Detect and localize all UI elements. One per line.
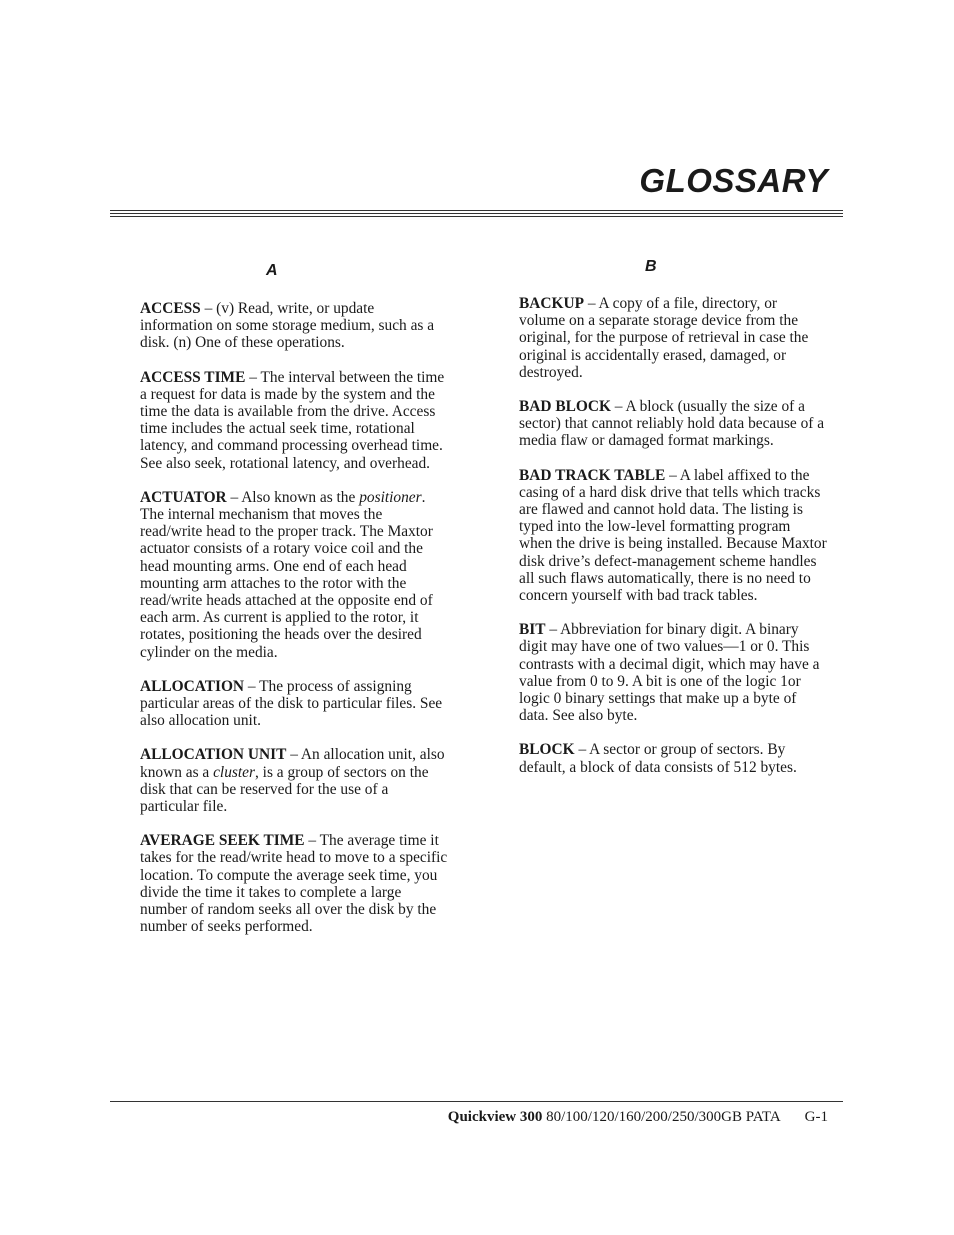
entry-definition-cont: , is a group of sectors on the disk that can be reserved for the use of a particular file. xyxy=(140,763,429,816)
entry-emphasis: positioner xyxy=(359,488,422,506)
glossary-entry-average-seek-time xyxy=(140,832,448,935)
entry-term: BIT xyxy=(519,621,546,639)
entry-term: BAD TRACK TABLE xyxy=(519,466,666,484)
glossary-entry-bad-track-table xyxy=(519,467,827,605)
entry-definition: – A block (usually the size of a sector) that cannot reliably hold data because of a media flaw or damaged format markings. xyxy=(519,398,825,450)
entry-definition: – Also known as the xyxy=(226,488,360,506)
section-a xyxy=(140,262,448,953)
glossary-entry-backup xyxy=(519,295,827,381)
entry-term: BLOCK xyxy=(519,741,575,759)
page-footer xyxy=(448,1109,828,1126)
entry-definition: – Abbreviation for binary digit. A binary digit may have one of two values—1 or 0. This contrasts with a decimal digit, which may have a value from 0 to 9. A bit is one of the logic 1or logic 0 binary settings that make up a byte of data. See also byte. xyxy=(519,621,820,725)
entry-definition: – The interval between the time a request for data is made by the system and the time the data is available from the drive. Access time includes the actual seek time, rotational latency, and command processing overhead time. See also seek, rotational latency, and overhead. xyxy=(140,368,445,472)
section-letter-a: A xyxy=(266,262,278,279)
glossary-entry-access xyxy=(140,300,448,352)
footer-model: 80/100/120/160/200/250/300GB PATA xyxy=(542,1109,781,1125)
glossary-entry-allocation-unit xyxy=(140,746,448,815)
footer-product: Quickview 300 xyxy=(447,1109,543,1125)
entry-definition: – A copy of a file, directory, or volume on a separate storage device from the original, for the purpose of retrieval in case the original is accidentally erased, damaged, or destroyed. xyxy=(519,295,809,381)
entry-definition: – (v) Read, write, or update information on some storage medium, such as a disk. (n) One of these operations. xyxy=(140,300,435,352)
footer-divider xyxy=(110,1101,843,1102)
entry-definition: – The process of assigning particular areas of the disk to particular files. See also allocation unit. xyxy=(140,677,443,730)
page-number: G-1 xyxy=(804,1109,828,1125)
entry-emphasis: cluster xyxy=(213,763,255,781)
page-title: GLOSSARY xyxy=(639,162,828,199)
glossary-entry-access-time xyxy=(140,369,448,472)
entry-term: ALLOCATION xyxy=(140,677,245,695)
title-divider xyxy=(110,210,843,217)
entry-definition: – The average time it takes for the read/write head to move to a specific location. To compute the average seek time, you divide the time it takes to complete a large number of random seeks all over the disk by the number of seeks performed. xyxy=(140,832,448,936)
entry-term: ALLOCATION UNIT xyxy=(140,746,287,764)
entry-term: ACTUATOR xyxy=(140,488,227,506)
entry-definition: – A sector or group of sectors. By default, a block of data consists of 512 bytes. xyxy=(519,741,797,776)
glossary-entry-bit xyxy=(519,621,827,724)
glossary-entry-allocation xyxy=(140,678,448,730)
entry-term: BACKUP xyxy=(519,295,584,312)
glossary-entry-actuator xyxy=(140,489,448,661)
section-letter-b: B xyxy=(645,258,657,275)
entry-definition-cont: . The internal mechanism that moves the read/write head to the proper track. The Maxtor actuator consists of a rotary voice coil and the head mounting arms. One end of each head mounting arm attaches to the rotor with the read/write heads attached at the opposite end of each arm. As current is applied to the rotor, it rotates, positioning the heads over the desired cylinder on the media. xyxy=(140,488,433,661)
section-b xyxy=(519,258,827,793)
entry-definition: – A label affixed to the casing of a hard disk drive that tells which tracks are flawed and cannot hold data. The listing is typed into the low-level formatting program when the drive is being installed. Because Maxtor disk drive’s defect-management scheme handles all such flaws automatically, there is no need to concern yourself with bad track tables. xyxy=(519,466,827,605)
entry-term: ACCESS TIME xyxy=(140,368,246,386)
entry-term: BAD BLOCK xyxy=(519,398,611,416)
entry-term: ACCESS xyxy=(140,300,201,317)
entry-definition: – An allocation unit, also known as a xyxy=(140,746,445,781)
entry-term: AVERAGE SEEK TIME xyxy=(140,832,305,850)
glossary-entry-block xyxy=(519,741,827,775)
glossary-entry-bad-block xyxy=(519,398,827,450)
